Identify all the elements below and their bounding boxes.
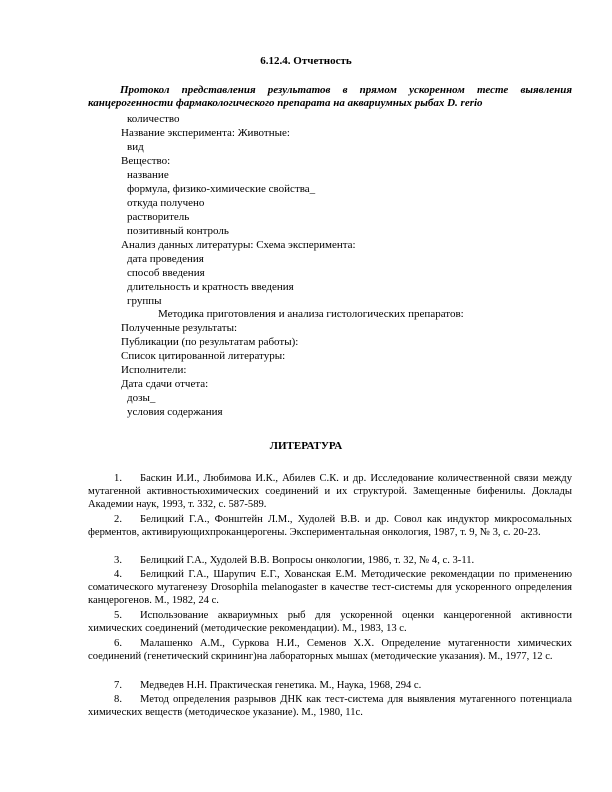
form-line: Исполнители: [121,364,187,376]
reference-number: 2. [114,514,122,525]
reference-number: 5. [114,610,122,621]
form-line: Публикации (по результатам работы): [121,336,299,348]
form-line: растворитель [127,211,190,223]
form-line: дозы_ [127,392,156,404]
form-line: группы [127,295,162,307]
reference-text: Белицкий Г.А., Худолей В.В. Вопросы онкологии, 1986, т. 32, № 4, с. 3-11. [140,555,475,566]
reference-number: 4. [114,569,122,580]
form-line: условия содержания [127,406,223,418]
form-line: способ введения [127,267,205,279]
literature-heading: ЛИТЕРАТУРА [269,440,343,452]
form-line: название [127,169,169,181]
form-line: длительность и кратность введения [127,281,294,293]
form-line: позитивный контроль [127,225,229,237]
form-line: вид [127,141,144,153]
reference-text: Баскин И.И., Любимова И.К., Абилев С.К. и др. Исследование количественной связи между мутагенной активностьюхимических соединений и их структурой. Замещенные бифенилы. Доклады Академии наук, 1993, т. 332, с. 587-589. [88,473,572,510]
form-line: Список цитированной литературы: [121,350,286,362]
reference-item [88,554,572,567]
reference-number: 3. [114,555,122,566]
reference-number: 7. [114,680,122,691]
reference-item [88,472,572,511]
form-line: Анализ данных литературы: Схема эксперимента: [121,239,356,251]
reference-item [88,568,572,607]
section-heading: 6.12.4. Отчетность [260,55,352,67]
form-line: Название эксперимента: Животные: [121,127,290,139]
form-line: Вещество: [121,155,171,167]
reference-text: Белицкий Г.А., Фонштейн Л.М., Худолей В.В. и др. Совол как индуктор микросомальных ферментов, активирующихпроканцерогены. Экспериментальная онкология, 1987, т. 9, № 3, с. 20-23. [88,514,572,538]
form-line: Методика приготовления и анализа гистологических препаратов: [158,308,464,320]
reference-item [88,693,572,719]
form-line: формула, физико-химические свойства_ [127,183,316,195]
form-line: Дата сдачи отчета: [121,378,209,390]
reference-item [88,609,572,635]
reference-item [88,679,572,692]
reference-item [88,637,572,663]
reference-number: 6. [114,638,122,649]
protocol-title: Протокол представления результатов в прямом ускоренном тесте выявления канцерогенности фармакологического препарата на аквариумных рыбах D. rerio [88,84,572,109]
form-line: дата проведения [127,253,204,265]
reference-item [88,513,572,539]
reference-text: Малашенко А.М., Суркова Н.И., Семенов Х.Х. Определение мутагенности химических соединений (генетический скрининг)на лабораторных мышах (методические указания). М., 1977, 12 с. [88,638,572,662]
form-line: количество [127,113,180,125]
reference-text: Метод определения разрывов ДНК как тест-система для выявления мутагенного потенциала химических веществ (методическое указание). М., 1980, 11с. [88,694,572,718]
reference-text: Медведев Н.Н. Практическая генетика. М., Наука, 1968, 294 с. [140,680,422,691]
form-line: откуда получено [127,197,205,209]
reference-number: 8. [114,694,122,705]
reference-text: Использование аквариумных рыб для ускоренной оценки канцерогенной активности химических соединений (методические рекомендации). М., 1983, 13 с. [88,610,572,634]
reference-number: 1. [114,473,122,484]
form-line: Полученные результаты: [121,322,238,334]
reference-text: Белицкий Г.А., Шарупич Е.Г., Хованская Е.М. Методические рекомендации по применению соматического мутагенезу Drosophila melanogaster в качестве тест-системы для ускоренного определения канцерогенов. М., 1982, 24 с. [88,569,572,606]
